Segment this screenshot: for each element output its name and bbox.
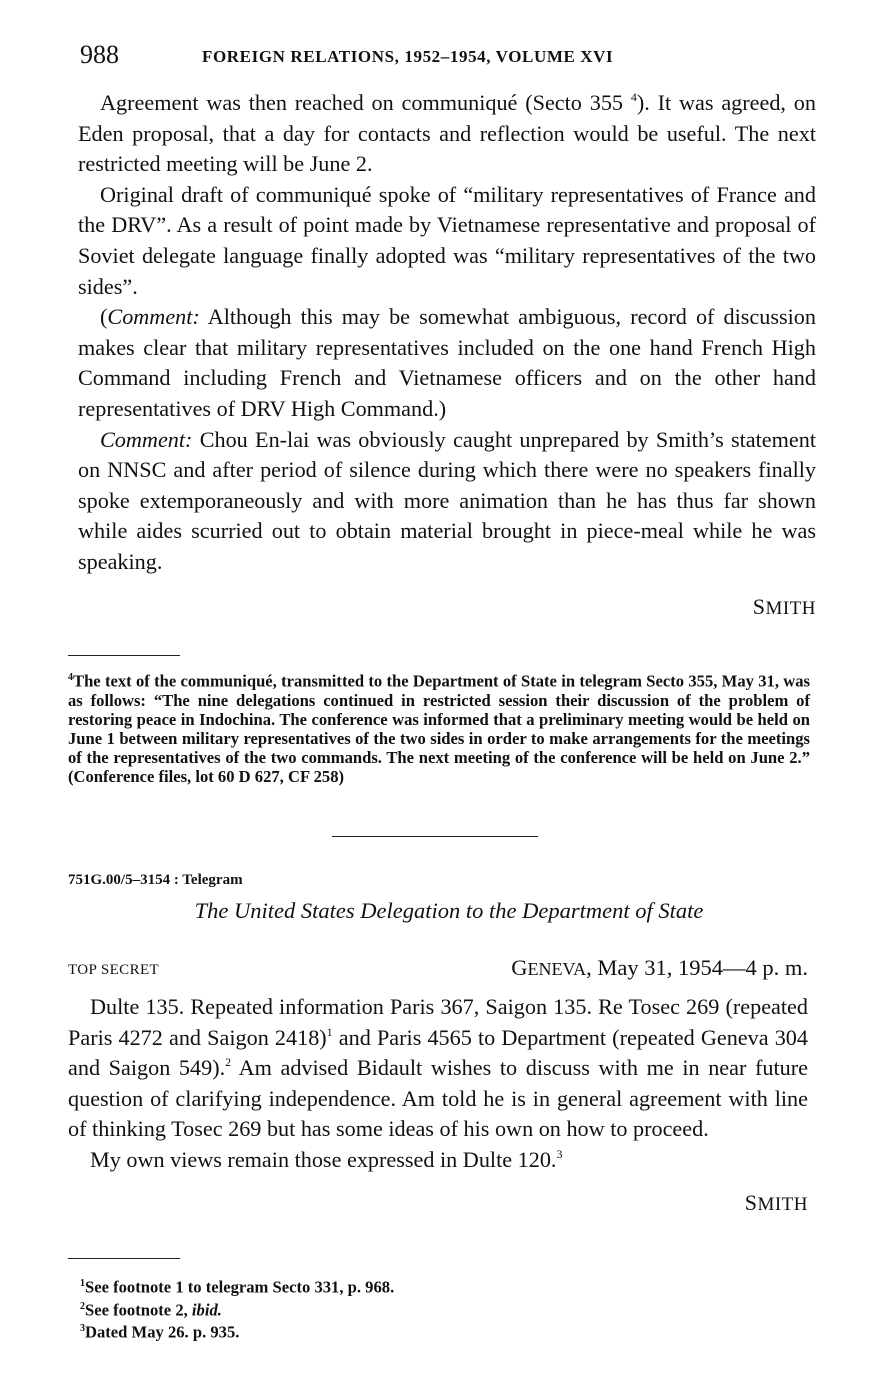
footnote-1: $^1$See footnote 1 to telegram Secto 331, p. 968. bbox=[80, 1277, 395, 1297]
comment-label: Comment: bbox=[107, 304, 200, 330]
paragraph-views: My own views remain those expressed in Dulte 120.$^3$ bbox=[90, 1146, 563, 1172]
footnote-divider bbox=[68, 1258, 180, 1259]
footnote-3: $^3$Dated May 26. p. 935. bbox=[80, 1322, 240, 1342]
telegram-body-2 bbox=[68, 992, 808, 1216]
paragraph-1: Agreement was then reached on communiqué (Secto 355 $^4$). It was agreed, on Eden proposal, that a day for contacts and reflection would be useful. The next restricted meeting will be June 2. bbox=[78, 90, 816, 177]
footnote-4 bbox=[68, 668, 810, 786]
document-file-id: 751G.00/5–3154 : Telegram bbox=[68, 872, 243, 888]
paragraph-dulte: Dulte 135. Repeated information Paris 367, Saigon 135. Re Tosec 269 (repeated Paris 4272 and Saigon 2418)$^1$ and Paris 4565 to Department (repeated Geneva 304 and Saigon 549).$^2$ Am advised Bidault wishes to discuss with me in near future question of clarifying independence. Am told he is in general agreement with line of thinking Tosec 269 but has some ideas of his own on how to proceed. bbox=[68, 994, 808, 1142]
paragraph-2: Original draft of communiqué spoke of “military representatives of France and the DRV”. As a result of point made by Vietnamese representative and proposal of Soviet delegate language finally adopted was “military representatives of the two sides”. bbox=[78, 181, 816, 299]
page-number: 988 bbox=[80, 40, 119, 69]
running-header bbox=[80, 40, 820, 76]
footnote-text: The text of the communiqué, transmitted to the Department of State in telegram Secto 355, May 31, was as follows: “The nine delegations continued in restricted session their discussion of the problem of restoring peace in Indochina. The conference was informed that a preliminary meeting would be held on June 1 between military representatives of the two sides in order to make arrangements for the meetings of the representatives of the two commands. The next meeting of the conference will be held on June 2.” (Conference files, lot 60 D 627, CF 258) bbox=[68, 671, 810, 786]
footnote-ref-3[interactable]: 3 bbox=[556, 1146, 563, 1161]
telegram-body-1 bbox=[78, 88, 816, 620]
signature: SMITH bbox=[744, 1189, 808, 1215]
footnote-ref-4[interactable]: 4 bbox=[630, 90, 637, 104]
section-divider bbox=[332, 836, 538, 837]
classification-dateline bbox=[68, 955, 808, 985]
running-title: FOREIGN RELATIONS, 1952–1954, VOLUME XVI bbox=[202, 47, 614, 66]
footnote-ref-2[interactable]: 2 bbox=[225, 1055, 232, 1070]
footnotes-list bbox=[80, 1274, 822, 1342]
document-title: The United States Delegation to the Department of State bbox=[194, 898, 704, 923]
paragraph-3: (Comment: Although this may be somewhat ambiguous, record of discussion makes clear that military representatives included on the one hand French High Command including French and Vietnamese officers and on the other hand representatives of DRV High Command.) bbox=[78, 304, 816, 421]
paragraph-4: Comment: Chou En-lai was obviously caught unprepared by Smith’s statement on NNSC and after period of silence during which there were no speakers finally spoke extemporaneously and with more animation than he has thus far shown while aides scurried out to obtain material brought in piece-meal while he was speaking. bbox=[78, 426, 816, 574]
footnote-divider bbox=[68, 655, 180, 656]
footnote-2: $^2$See footnote 2, ibid. bbox=[80, 1300, 222, 1320]
comment-label: Comment: bbox=[100, 426, 193, 452]
signature: SMITH bbox=[752, 593, 816, 619]
dateline: GENEVA, May 31, 1954—4 p. m. bbox=[511, 955, 808, 980]
classification-label: TOP SECRET bbox=[68, 962, 160, 978]
footnote-marker: 4 bbox=[68, 672, 73, 683]
footnote-ref-1[interactable]: 1 bbox=[326, 1024, 333, 1039]
